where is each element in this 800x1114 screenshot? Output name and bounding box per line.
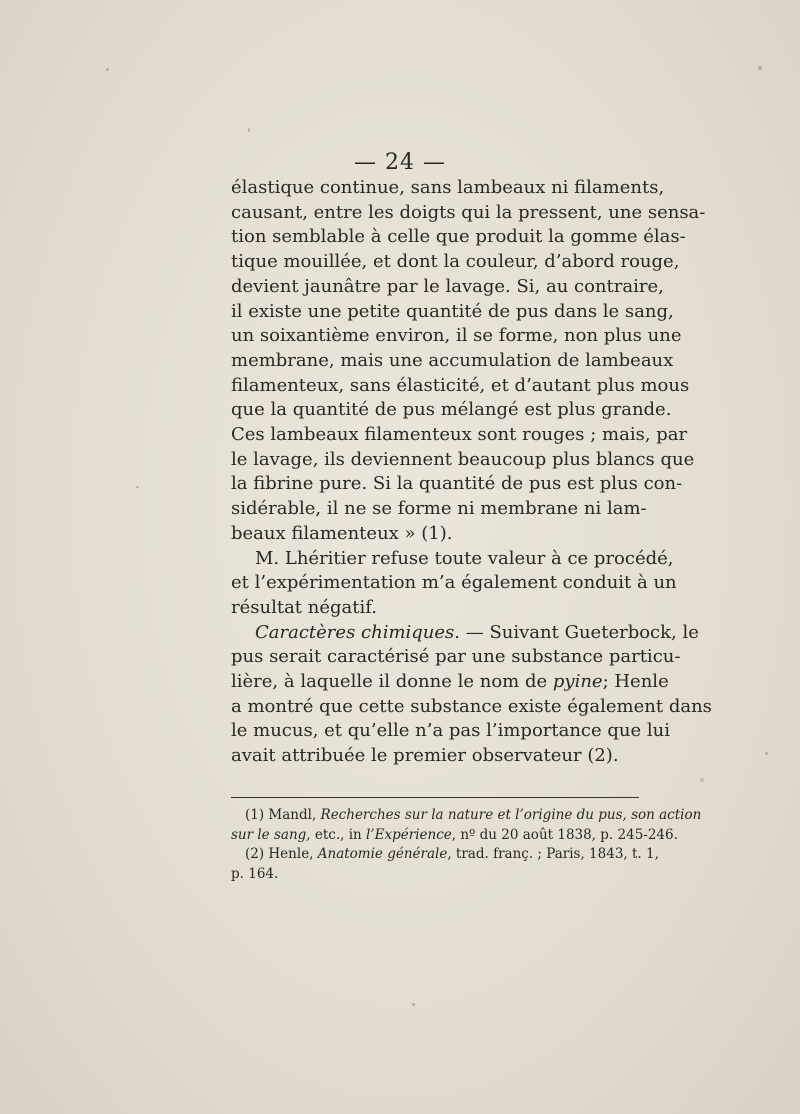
- text-line: résultat négatif.: [231, 596, 377, 618]
- footnote-line: p. 164.: [231, 865, 279, 882]
- text-line: la fibrine pure. Si la quantité de pus est plus con-: [231, 473, 683, 495]
- text-line: tique mouillée, et dont la couleur, d’abord rouge,: [231, 251, 680, 273]
- paper-speck: [248, 128, 250, 132]
- citation-title: l’Expérience: [366, 826, 452, 843]
- text-line: beaux filamenteux » (1).: [231, 522, 453, 544]
- text-line: [231, 670, 669, 695]
- footnote-rule: [231, 797, 639, 798]
- text-line: et l’expérimentation m’a également conduit à un: [231, 572, 677, 594]
- text-span: , trad. franç. ; Paris, 1843, t. 1,: [447, 846, 659, 862]
- paper-speck: [758, 66, 762, 70]
- text-span: ; Henle: [602, 671, 669, 693]
- footnote-line: [231, 845, 659, 865]
- paper-speck: [106, 68, 109, 71]
- text-line: le lavage, ils deviennent beaucoup plus blancs que: [231, 448, 695, 470]
- text-line: avait attribuée le premier observateur (2).: [231, 745, 619, 767]
- text-span: lière, à laquelle il donne le nom de: [231, 671, 553, 693]
- citation-title: sur le sang,: [231, 826, 311, 843]
- text-line: M. Lhéritier refuse toute valeur à ce procédé,: [255, 547, 674, 569]
- text-line: que la quantité de pus mélangé est plus grande.: [231, 399, 672, 421]
- text-span: (1) Mandl,: [245, 807, 321, 823]
- text-line: a montré que cette substance existe également dans: [231, 695, 712, 717]
- paper-speck: [700, 778, 704, 782]
- text-line: un soixantième environ, il se forme, non plus une: [231, 325, 682, 347]
- text-line: filamenteux, sans élasticité, et d’autant plus mous: [231, 374, 690, 396]
- paper-speck: [136, 486, 139, 488]
- citation-title: Anatomie générale: [317, 846, 448, 862]
- page-number: — 24 —: [354, 150, 446, 175]
- footnote-line: [231, 826, 678, 846]
- text-line: sidérable, il ne se forme ni membrane ni lam-: [231, 498, 647, 520]
- footnote-line: [231, 806, 702, 826]
- text-span: , nº du 20 août 1838, p. 245-246.: [451, 826, 678, 843]
- text-line: membrane, mais une accumulation de lambeaux: [231, 349, 674, 371]
- text-line: causant, entre les doigts qui la pressent, une sensa-: [231, 201, 706, 223]
- text-line: Ces lambeaux filamenteux sont rouges ; mais, par: [231, 424, 688, 446]
- text-line: devient jaunâtre par le lavage. Si, au contraire,: [231, 275, 664, 297]
- body-text: [231, 176, 712, 769]
- text-line: le mucus, et qu’elle n’a pas l’importance que lui: [231, 720, 670, 742]
- footnotes: [231, 806, 702, 884]
- text-span: — Suivant Gueterbock, le: [460, 621, 699, 643]
- text-span: etc., in: [310, 826, 367, 843]
- italic-term: pyine: [552, 671, 603, 693]
- section-heading: Caractères chimiques.: [255, 621, 461, 643]
- text-line: élastique continue, sans lambeaux ni filaments,: [231, 177, 665, 198]
- text-span: (2) Henle,: [245, 846, 318, 862]
- text-line: il existe une petite quantité de pus dans le sang,: [231, 300, 674, 322]
- text-line: pus serait caractérisé par une substance particu-: [231, 646, 681, 668]
- text-line: [231, 621, 699, 646]
- citation-title: Recherches sur la nature et l’origine du pus, son action: [320, 807, 702, 823]
- paper-speck: [412, 1003, 415, 1006]
- text-line: tion semblable à celle que produit la gomme élas-: [231, 226, 686, 248]
- paper-speck: [765, 752, 768, 755]
